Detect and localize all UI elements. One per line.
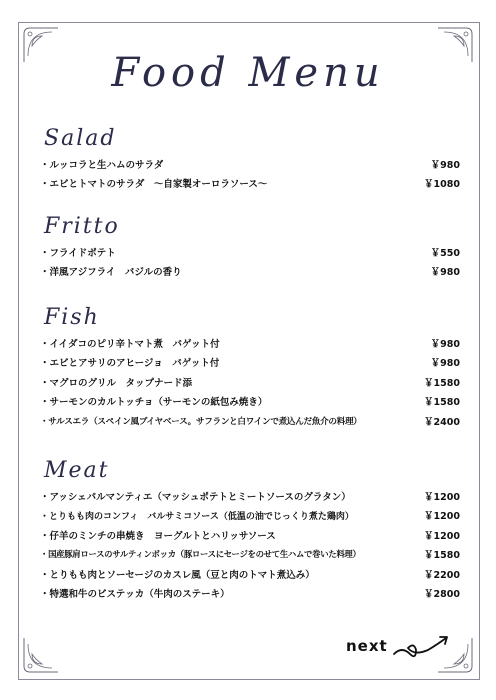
item-price: ￥1580 [424, 550, 460, 562]
menu-item [40, 411, 460, 431]
menu-item [40, 584, 460, 604]
section-meat [40, 458, 460, 603]
item-name: ・とりもも肉のコンフィ バルサミコソース（低温の油でじっくり煮た鶏肉） [40, 511, 354, 522]
item-price: ￥980 [430, 159, 460, 171]
section-title: Salad [44, 126, 117, 151]
item-name: ・フライドポテト [40, 247, 116, 259]
menu-item [40, 154, 460, 174]
item-name: ・洋風アジフライ バジルの香り [40, 267, 182, 279]
item-name: ・とりもも肉とソーセージのカスレ風（豆と肉のトマト煮込み） [40, 569, 315, 581]
item-name: ・国産豚肩ロースのサルティンボッカ（豚ロースにセージをのせて生ハムで巻いた料理） [40, 549, 361, 560]
item-name: ・サーモンのカルトッチョ（サーモンの紙包み焼き） [40, 397, 268, 409]
item-price: ￥2200 [424, 569, 460, 581]
corner-ornament-icon [22, 636, 60, 674]
item-name: ・特選和牛のビステッカ（牛肉のステーキ） [40, 589, 230, 601]
menu-item [40, 242, 460, 262]
menu-title: Food Menu [111, 50, 385, 96]
item-price: ￥980 [430, 267, 460, 279]
menu-item [40, 392, 460, 412]
menu-item [40, 506, 460, 526]
menu-item [40, 525, 460, 545]
item-price: ￥1200 [424, 491, 460, 503]
item-price: ￥2400 [424, 416, 460, 428]
next-label: next [346, 637, 388, 655]
item-name: ・アッシェパルマンティエ（マッシュポテトとミートソースのグラタン） [40, 491, 351, 503]
item-price: ￥1080 [424, 179, 460, 191]
section-title: Fish [44, 305, 100, 330]
section-salad [40, 126, 460, 193]
item-name: ・仔羊のミンチの串焼き ヨーグルトとハリッサソース [40, 530, 276, 542]
section-title: Fritto [44, 214, 120, 239]
curly-arrow-icon [392, 632, 452, 660]
item-name: ・エビとトマトのサラダ 〜自家製オーロラソース〜 [40, 179, 268, 191]
next-page-link[interactable] [346, 632, 452, 660]
menu-item [40, 564, 460, 584]
item-price: ￥1580 [424, 397, 460, 409]
item-name: ・ルッコラと生ハムのサラダ [40, 159, 164, 171]
menu-item [40, 486, 460, 506]
item-price: ￥980 [430, 338, 460, 350]
item-name: ・マグロのグリル タップナード添 [40, 377, 193, 389]
item-name: ・エビとアサリのアヒージョ バゲット付 [40, 358, 220, 370]
menu-item [40, 174, 460, 194]
menu-item [40, 262, 460, 282]
item-price: ￥1580 [424, 377, 460, 389]
item-price: ￥2800 [424, 589, 460, 601]
item-price: ￥550 [430, 247, 460, 259]
menu-item [40, 353, 460, 373]
item-price: ￥1200 [424, 511, 460, 523]
item-price: ￥980 [430, 358, 460, 370]
menu-item [40, 372, 460, 392]
section-title: Meat [44, 458, 110, 483]
item-name: ・イイダコのピリ辛トマト煮 バゲット付 [40, 338, 220, 350]
item-name: ・サルスエラ（スペイン風ブイヤベース。サフランと白ワインで煮込んだ魚介の料理） [40, 416, 362, 427]
section-fritto [40, 214, 460, 281]
item-price: ￥1200 [424, 530, 460, 542]
menu-item [40, 333, 460, 353]
menu-item [40, 545, 460, 565]
section-fish [40, 305, 460, 431]
